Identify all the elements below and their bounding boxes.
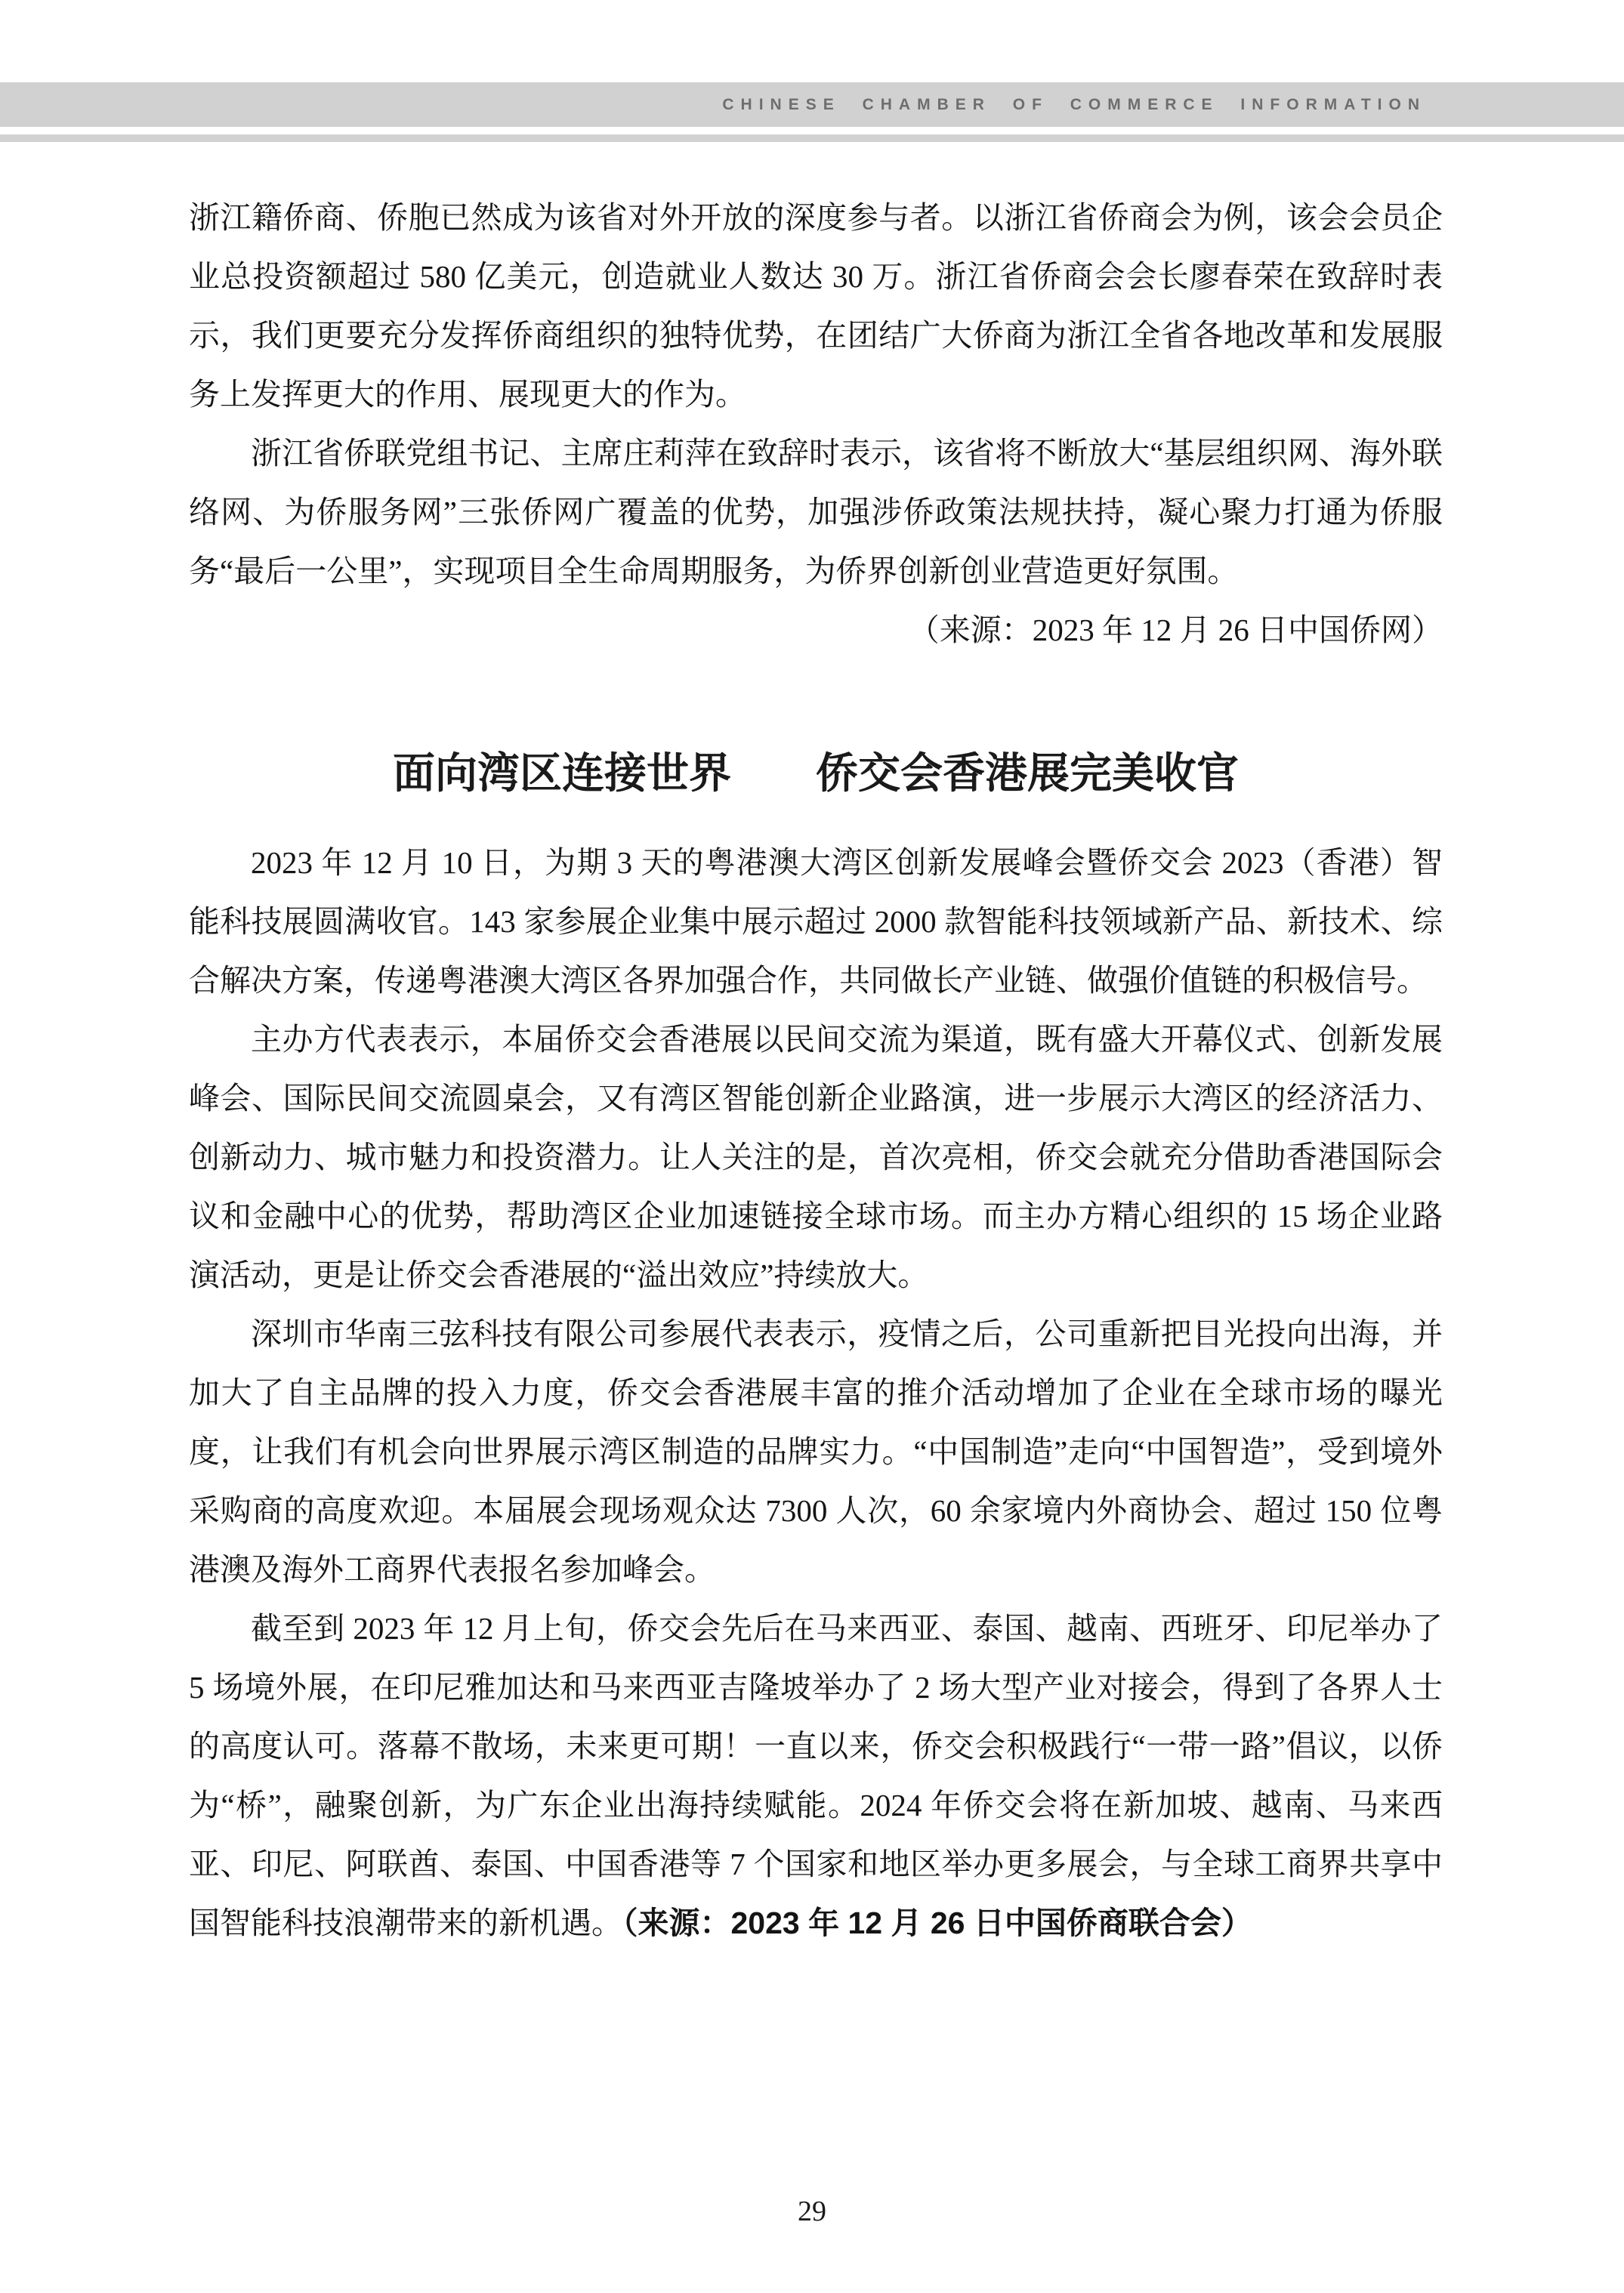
article2-paragraph-3: 深圳市华南三弦科技有限公司参展代表表示，疫情之后，公司重新把目光投向出海，并加大了自主品牌的投入力度，侨交会香港展丰富的推介活动增加了企业在全球市场的曝光度，让我们有机会向世界展示湾区制造的品牌实力。“中国制造”走向“中国智造”，受到境外采购商的高度欢迎。本届展会现场观众达 7300 人次，60 余家境内外商协会、超过 150 位粤港澳及海外工商界代表报名参加峰会。 xyxy=(189,1316,1443,1587)
article2-paragraph-4-text: 截至到 2023 年 12 月上旬，侨交会先后在马来西亚、泰国、越南、西班牙、印尼举办了 5 场境外展，在印尼雅加达和马来西亚吉隆坡举办了 2 场大型产业对接会，得到了各界人士的高度认可。落幕不散场，未来更可期！一直以来，侨交会积极践行“一带一路”倡议，以侨为“桥”，融聚创新，为广东企业出海持续赋能。2024 年侨交会将在新加坡、越南、马来西亚、印尼、阿联酋、泰国、中国香港等 7 个国家和地区举办更多展会，与全球工商界共享中国智能科技浪潮带来的新机遇。 xyxy=(189,1611,1443,1940)
article-column xyxy=(189,188,1443,1952)
article1-paragraph-2: 浙江省侨联党组书记、主席庄莉萍在致辞时表示，该省将不断放大“基层组织网、海外联络网、为侨服务网”三张侨网广覆盖的优势，加强涉侨政策法规扶持，凝心聚力打通为侨服务“最后一公里”，实现项目全生命周期服务，为侨界创新创业营造更好氛围。 xyxy=(189,436,1443,588)
article2-paragraph-1: 2023 年 12 月 10 日，为期 3 天的粤港澳大湾区创新发展峰会暨侨交会 2023（香港）智能科技展圆满收官。143 家参展企业集中展示超过 2000 款智能科技领域新产品、新技术、综合解决方案，传递粤港澳大湾区各界加强合作，共同做长产业链、做强价值链的积极信号。 xyxy=(189,845,1443,998)
article2-source: （来源：2023 年 12 月 26 日中国侨商联合会） xyxy=(622,1906,1252,1940)
header-banner-bar xyxy=(0,82,1624,127)
article1-paragraph-1: 浙江籍侨商、侨胞已然成为该省对外开放的深度参与者。以浙江省侨商会为例，该会会员企业总投资额超过 580 亿美元，创造就业人数达 30 万。浙江省侨商会会长廖春荣在致辞时表示，我们更要充分发挥侨商组织的独特优势，在团结广大侨商为浙江全省各地改革和发展服务上发挥更大的作用、展现更大的作为。 xyxy=(189,200,1443,412)
header-banner-text: CHINESE CHAMBER OF COMMERCE INFORMATION xyxy=(722,95,1426,113)
article2-paragraph-4 xyxy=(189,1599,1443,1952)
article1-source: （来源：2023 年 12 月 26 日中国侨网） xyxy=(908,613,1443,647)
page-number: 29 xyxy=(798,2196,826,2227)
article2-paragraph-2: 主办方代表表示，本届侨交会香港展以民间交流为渠道，既有盛大开幕仪式、创新发展峰会、国际民间交流圆桌会，又有湾区智能创新企业路演，进一步展示大湾区的经济活力、创新动力、城市魅力和投资潜力。让人关注的是，首次亮相，侨交会就充分借助香港国际会议和金融中心的优势，帮助湾区企业加速链接全球市场。而主办方精心组织的 15 场企业路演活动，更是让侨交会香港展的“溢出效应”持续放大。 xyxy=(189,1022,1443,1292)
header-banner-thin-bar xyxy=(0,134,1624,142)
article2-title: 面向湾区连接世界 侨交会香港展完美收官 xyxy=(393,749,1239,797)
